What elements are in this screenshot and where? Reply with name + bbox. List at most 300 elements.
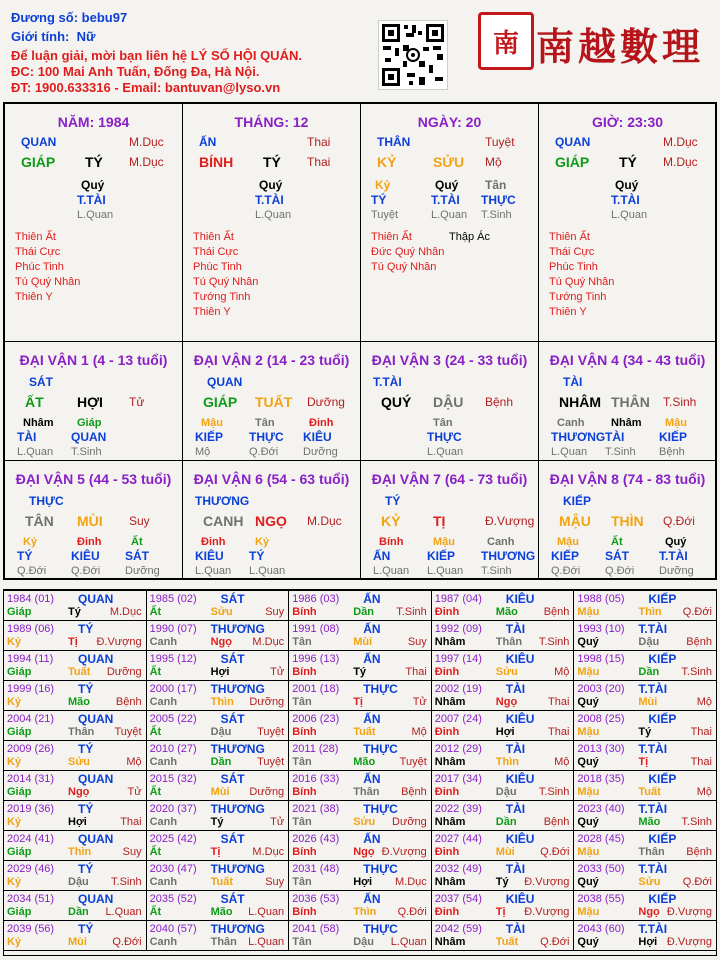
dv-hidden-stem: Mậu (433, 536, 455, 548)
pillar-branch: SỬU (433, 154, 465, 170)
year-god: TÀI (505, 742, 526, 756)
year-cell[interactable] (3, 650, 147, 681)
year-branch: Dần (353, 606, 374, 618)
pillar-stem: KỶ (377, 154, 397, 170)
year-god: SÁT (220, 712, 245, 726)
year-cell[interactable] (146, 680, 290, 711)
year-state: Dưỡng (392, 816, 427, 828)
year-state: Đ.Vượng (524, 876, 570, 888)
year-god: ẤN (363, 772, 381, 786)
year-cell[interactable] (288, 860, 432, 891)
dv-hidden-state: Mộ (195, 446, 211, 458)
dai-van-cell (538, 460, 717, 580)
pillar-branch-state: Thai (307, 155, 331, 169)
year-cell[interactable] (146, 590, 290, 621)
hidden-state: L.Quan (77, 209, 114, 221)
dai-van-stem: ẤT (25, 394, 44, 410)
special-star: Thiên Y (15, 291, 53, 303)
dv-hidden-stem: Ất (611, 536, 623, 548)
year-god: TÝ (78, 802, 94, 816)
year-state: Bệnh (115, 696, 142, 708)
year-branch: Mão (638, 816, 661, 828)
dai-van-cell (538, 341, 717, 461)
dv-hidden-state: L.Quan (249, 565, 286, 577)
year-branch: Dần (210, 756, 232, 768)
year-god: QUAN (78, 832, 114, 846)
year-stem: Bính (292, 666, 317, 678)
year-state: Đ.Vượng (381, 846, 427, 858)
dv-hidden-stem: Giáp (77, 417, 102, 429)
year-label: 2042 (59) (434, 923, 482, 935)
year-state: Dưỡng (249, 786, 285, 798)
year-cell[interactable] (573, 860, 717, 891)
year-state: Q.Đới (112, 936, 142, 948)
year-god: T.TÀI (638, 742, 668, 756)
year-stem: Giáp (7, 846, 32, 858)
year-cell[interactable] (573, 800, 717, 831)
dai-van-cell (182, 341, 361, 461)
year-branch: Thân (495, 636, 523, 648)
year-label: 2015 (32) (149, 773, 197, 785)
dai-van-branch: THÂN (611, 394, 650, 410)
year-cell[interactable] (146, 890, 290, 921)
year-god: THỰC (363, 802, 398, 816)
special-star: Tướng Tinh (549, 291, 607, 303)
year-cell[interactable] (431, 890, 575, 921)
address-line: ĐC: 100 Mai Anh Tuấn, Đống Đa, Hà Nội. (11, 64, 260, 79)
year-stem: Nhâm (434, 816, 466, 828)
pillar-branch: TÝ (619, 154, 637, 170)
year-state: Tuyệt (257, 756, 285, 768)
year-stem: Đinh (434, 726, 460, 738)
year-label: 2043 (60) (577, 923, 625, 935)
year-god: T.TÀI (638, 622, 668, 636)
year-god: QUAN (78, 712, 114, 726)
year-god: TÝ (78, 922, 94, 936)
dv-hidden-stem: Nhâm (23, 417, 54, 429)
pillar-branch-state: M.Dục (129, 155, 164, 169)
year-cell[interactable] (3, 800, 147, 831)
year-branch: Tý (495, 876, 509, 888)
dai-van-stem: GIÁP (203, 394, 238, 410)
hidden-god: T.TÀI (77, 193, 106, 207)
year-label: 1994 (11) (7, 653, 54, 665)
year-cell[interactable] (3, 710, 147, 741)
year-cell[interactable] (431, 710, 575, 741)
year-stem: Quý (577, 636, 599, 648)
year-cell[interactable] (431, 860, 575, 891)
year-stem: Ất (149, 666, 162, 678)
year-cell[interactable] (288, 620, 432, 651)
pillar-state: Thai (307, 135, 331, 149)
year-state: Tuyệt (399, 756, 427, 768)
dai-van-state: M.Dục (307, 514, 342, 528)
dai-van-cell (182, 460, 361, 580)
year-cell[interactable] (288, 650, 432, 681)
dv-hidden-stem: Đinh (77, 536, 102, 548)
year-label: 1988 (05) (577, 593, 625, 605)
dv-hidden-state: Q.Đới (249, 446, 279, 458)
year-branch: Sửu (210, 606, 233, 618)
hidden-god: T.TÀI (255, 193, 284, 207)
year-stem: Bính (292, 606, 317, 618)
dai-van-stem: NHÂM (559, 394, 601, 410)
year-cell[interactable] (431, 770, 575, 801)
year-branch: Dậu (353, 936, 374, 948)
year-branch: Dậu (210, 726, 232, 738)
year-god: THƯƠNG (210, 742, 265, 756)
year-stem: Kỷ (7, 876, 22, 888)
year-god: KIẾP (648, 892, 677, 906)
dai-van-title: ĐẠI VẬN 5 (44 - 53 tuổi) (15, 471, 172, 487)
dai-van-god: T.TÀI (373, 375, 402, 389)
pillar-title: NGÀY: 20 (417, 114, 482, 130)
special-star: Thái Cực (15, 246, 61, 258)
year-cell[interactable] (573, 890, 717, 921)
dv-hidden-state: Q.Đới (17, 565, 47, 577)
year-branch: Hợi (210, 666, 230, 678)
year-cell[interactable] (146, 770, 290, 801)
year-label: 1999 (16) (7, 683, 55, 695)
year-state: Thai (120, 816, 142, 828)
year-state: Mộ (126, 756, 142, 768)
year-stem: Mậu (577, 846, 600, 858)
year-cell[interactable] (146, 710, 290, 741)
dai-van-god: THỰC (29, 494, 64, 508)
dv-hidden-stem: Kỷ (255, 536, 270, 548)
pillar-god: QUAN (555, 135, 591, 149)
year-cell[interactable] (3, 830, 147, 861)
year-cell[interactable] (288, 770, 432, 801)
year-cell[interactable] (573, 650, 717, 681)
year-cell[interactable] (146, 920, 290, 951)
dai-van-god: SÁT (29, 375, 53, 389)
year-label: 2027 (44) (434, 833, 482, 845)
dai-van-title: ĐẠI VẬN 6 (54 - 63 tuổi) (193, 471, 350, 487)
year-state: Dưỡng (249, 696, 285, 708)
year-god: KIẾP (648, 652, 677, 666)
special-star: Phúc Tinh (15, 261, 64, 273)
year-stem: Kỷ (7, 936, 22, 948)
year-state: Bệnh (686, 636, 712, 648)
year-cell[interactable] (146, 860, 290, 891)
year-cell[interactable] (288, 680, 432, 711)
year-cell[interactable] (146, 830, 290, 861)
year-stem: Ất (149, 906, 162, 918)
dai-van-god: KIẾP (563, 494, 592, 508)
year-label: 2024 (41) (7, 833, 55, 845)
pillar-god: THÂN (377, 135, 411, 149)
year-cell[interactable] (3, 770, 147, 801)
year-state: Đ.Vượng (524, 906, 570, 918)
year-state: Q.Đới (682, 876, 712, 888)
year-label: 2039 (56) (7, 923, 55, 935)
year-label: 2034 (51) (7, 893, 55, 905)
year-cell[interactable] (431, 920, 575, 951)
pillar-stem: GIÁP (21, 154, 56, 170)
dv-hidden-stem: Mậu (201, 417, 223, 429)
year-cell[interactable] (3, 680, 147, 711)
year-stem: Đinh (434, 786, 460, 798)
year-label: 2011 (28) (292, 743, 339, 755)
year-stem: Kỷ (7, 816, 22, 828)
dai-van-state: Dưỡng (307, 395, 345, 409)
pillar-branch: TÝ (85, 154, 103, 170)
year-god: SÁT (220, 652, 245, 666)
year-cell[interactable] (3, 620, 147, 651)
year-label: 2005 (22) (149, 713, 197, 725)
dai-van-title: ĐẠI VẬN 1 (4 - 13 tuổi) (19, 352, 168, 368)
year-stem: Mậu (577, 606, 600, 618)
year-cell[interactable] (146, 800, 290, 831)
year-state: Suy (265, 606, 285, 618)
dv-hidden-state: L.Quan (17, 446, 54, 458)
year-cell[interactable] (431, 680, 575, 711)
year-cell[interactable] (431, 740, 575, 771)
year-label: 1986 (03) (292, 593, 340, 605)
pillar-cell (360, 103, 539, 342)
year-label: 2031 (48) (292, 863, 340, 875)
dv-hidden-stem: Kỷ (23, 536, 38, 548)
dai-van-cell (360, 341, 539, 461)
year-state: M.Dục (252, 636, 285, 648)
dv-hidden-god: TÝ (17, 549, 33, 563)
year-god: THỰC (363, 682, 398, 696)
year-branch: Ngọ (353, 846, 375, 858)
dv-hidden-stem: Mậu (665, 417, 687, 429)
year-god: KIÊU (505, 892, 535, 906)
year-cell[interactable] (573, 590, 717, 621)
hidden-stem: Kỷ (375, 178, 391, 192)
year-stem: Bính (292, 906, 317, 918)
year-cell[interactable] (573, 770, 717, 801)
dai-van-god: TÝ (385, 494, 401, 508)
year-state: Suy (265, 876, 285, 888)
dai-van-branch: HỢI (77, 394, 103, 410)
dv-hidden-state: Dưỡng (125, 565, 160, 577)
dv-hidden-state: Q.Đới (551, 565, 581, 577)
year-cell[interactable] (146, 650, 290, 681)
year-cell[interactable] (431, 620, 575, 651)
year-god: TÀI (505, 682, 526, 696)
year-god: KIÊU (505, 832, 535, 846)
special-star: Tướng Tinh (193, 291, 251, 303)
year-cell[interactable] (146, 620, 290, 651)
year-state: L.Quan (105, 906, 142, 918)
year-cell[interactable] (3, 920, 147, 951)
dv-hidden-state: L.Quan (427, 565, 464, 577)
year-cell[interactable] (288, 710, 432, 741)
year-cell[interactable] (573, 680, 717, 711)
year-label: 2001 (18) (292, 683, 340, 695)
year-stem: Quý (577, 936, 599, 948)
year-label: 2026 (43) (292, 833, 340, 845)
year-state: Q.Đới (540, 846, 570, 858)
dv-hidden-god: THƯƠNG (551, 430, 606, 444)
dv-hidden-god: THỰC (249, 430, 284, 444)
special-star: Tú Quý Nhân (549, 276, 615, 288)
year-cell[interactable] (431, 590, 575, 621)
year-cell[interactable] (288, 740, 432, 771)
year-state: Q.Đới (682, 606, 712, 618)
dv-hidden-god: TÀI (17, 430, 37, 444)
year-branch: Mùi (68, 936, 87, 948)
year-cell[interactable] (573, 620, 717, 651)
year-stem: Nhâm (434, 756, 466, 768)
year-stem: Nhâm (434, 696, 466, 708)
dv-hidden-god: KIẾP (195, 430, 224, 444)
dv-hidden-stem: Ất (131, 536, 143, 548)
year-label: 2033 (50) (577, 863, 625, 875)
special-star: Thiên Ất (193, 231, 234, 243)
year-branch: Mùi (495, 846, 515, 858)
dai-van-state: Đ.Vượng (485, 514, 535, 528)
qr-code-icon[interactable] (378, 20, 448, 90)
year-state: Mộ (696, 696, 712, 708)
year-cell[interactable] (288, 830, 432, 861)
year-god: THỰC (363, 742, 398, 756)
year-label: 2013 (30) (577, 743, 625, 755)
chart-grid (3, 102, 717, 580)
dv-hidden-state: Q.Đới (71, 565, 101, 577)
year-label: 2018 (35) (577, 773, 625, 785)
dv-hidden-god: KIÊU (71, 549, 100, 563)
year-stem: Đinh (434, 906, 460, 918)
year-label: 2025 (42) (149, 833, 197, 845)
owner-line: Đương số: bebu97 (11, 10, 128, 25)
special-star: Tú Quý Nhân (193, 276, 259, 288)
dai-van-branch: TUẤT (255, 394, 293, 410)
year-state: Bệnh (686, 846, 712, 858)
year-label: 1995 (12) (149, 653, 197, 665)
year-label: 2028 (45) (577, 833, 625, 845)
dai-van-stem: MẬU (559, 513, 591, 529)
year-stem: Mậu (577, 726, 600, 738)
special-star: Đức Quý Nhân (371, 246, 445, 258)
brand-logo[interactable] (478, 12, 718, 76)
year-cell[interactable] (288, 800, 432, 831)
year-label: 1990 (07) (149, 623, 197, 635)
year-cell[interactable] (573, 740, 717, 771)
year-cell[interactable] (573, 920, 717, 951)
year-cell[interactable] (288, 920, 432, 951)
year-state: Suy (407, 636, 427, 648)
year-state: Thai (547, 726, 570, 738)
year-label: 2035 (52) (149, 893, 197, 905)
year-state: M.Dục (395, 876, 427, 888)
year-stem: Quý (577, 816, 599, 828)
dv-hidden-state: L.Quan (551, 446, 588, 458)
year-cell[interactable] (573, 710, 717, 741)
year-cell[interactable] (431, 650, 575, 681)
year-stem: Nhâm (434, 936, 466, 948)
dv-hidden-stem: Tân (255, 417, 275, 429)
dv-hidden-stem: Quý (665, 536, 687, 548)
year-stem: Canh (149, 636, 178, 648)
dai-van-cell (4, 341, 183, 461)
year-branch: Thân (353, 786, 380, 798)
year-label: 2022 (39) (434, 803, 482, 815)
dv-hidden-stem: Bính (379, 536, 404, 548)
year-stem: Mậu (577, 666, 600, 678)
year-label: 1996 (13) (292, 653, 340, 665)
year-branch: Tý (353, 666, 367, 678)
year-label: 2032 (49) (434, 863, 482, 875)
year-god: T.TÀI (638, 802, 668, 816)
year-branch: Tuất (68, 666, 91, 678)
year-god: SÁT (220, 832, 245, 846)
year-stem: Kỷ (7, 636, 22, 648)
year-stem: Kỷ (7, 696, 22, 708)
year-cell[interactable] (3, 590, 147, 621)
year-state: Bệnh (401, 786, 427, 798)
year-branch: Thân (210, 936, 237, 948)
year-branch: Hợi (353, 876, 373, 888)
year-label: 2023 (40) (577, 803, 625, 815)
year-god: KIÊU (505, 712, 535, 726)
dai-van-branch: MÙI (77, 513, 103, 529)
year-cell[interactable] (3, 890, 147, 921)
year-cell[interactable] (431, 800, 575, 831)
dv-hidden-state: Bệnh (659, 446, 685, 458)
year-cell[interactable] (431, 830, 575, 861)
year-cell[interactable] (288, 590, 432, 621)
year-god: QUAN (78, 892, 114, 906)
special-star: Thiên Y (193, 306, 231, 318)
dai-van-state: Tử (129, 395, 145, 409)
year-cell[interactable] (3, 860, 147, 891)
year-cell[interactable] (3, 740, 147, 771)
dv-hidden-state: T.Sinh (71, 446, 102, 458)
year-god: SÁT (220, 892, 245, 906)
year-cell[interactable] (146, 740, 290, 771)
dai-van-cell (360, 460, 539, 580)
dai-van-branch: NGỌ (255, 513, 287, 529)
dv-hidden-state: T.Sinh (481, 565, 512, 577)
year-branch: Hợi (68, 816, 87, 828)
year-label: 2009 (26) (7, 743, 55, 755)
year-god: ẤN (363, 712, 381, 726)
dv-hidden-stem: Canh (487, 536, 515, 548)
dv-hidden-state: L.Quan (427, 446, 464, 458)
year-cell[interactable] (288, 890, 432, 921)
year-label: 2017 (34) (434, 773, 482, 785)
year-label: 2004 (21) (7, 713, 55, 725)
year-cell[interactable] (573, 830, 717, 861)
year-label: 1984 (01) (7, 593, 55, 605)
dv-hidden-state: L.Quan (373, 565, 410, 577)
pillar-title: THÁNG: 12 (234, 114, 309, 130)
dv-hidden-god: T.TÀI (659, 549, 688, 563)
pillar-god: ẤN (199, 135, 217, 149)
year-state: T.Sinh (681, 666, 712, 678)
dv-hidden-god: KIÊU (195, 549, 224, 563)
year-branch: Thân (68, 726, 95, 738)
year-stem: Ất (149, 606, 162, 618)
year-branch: Mùi (638, 696, 658, 708)
year-state: Thai (405, 666, 427, 678)
year-stem: Canh (149, 936, 178, 948)
year-god: KIẾP (648, 832, 677, 846)
year-branch: Tị (68, 636, 78, 648)
year-label: 2038 (55) (577, 893, 625, 905)
year-state: Đ.Vượng (666, 936, 712, 948)
year-branch: Sửu (638, 876, 661, 888)
year-branch: Thìn (495, 756, 520, 768)
year-branch: Tị (638, 756, 649, 768)
year-branch: Mão (353, 756, 376, 768)
year-stem: Quý (577, 756, 599, 768)
